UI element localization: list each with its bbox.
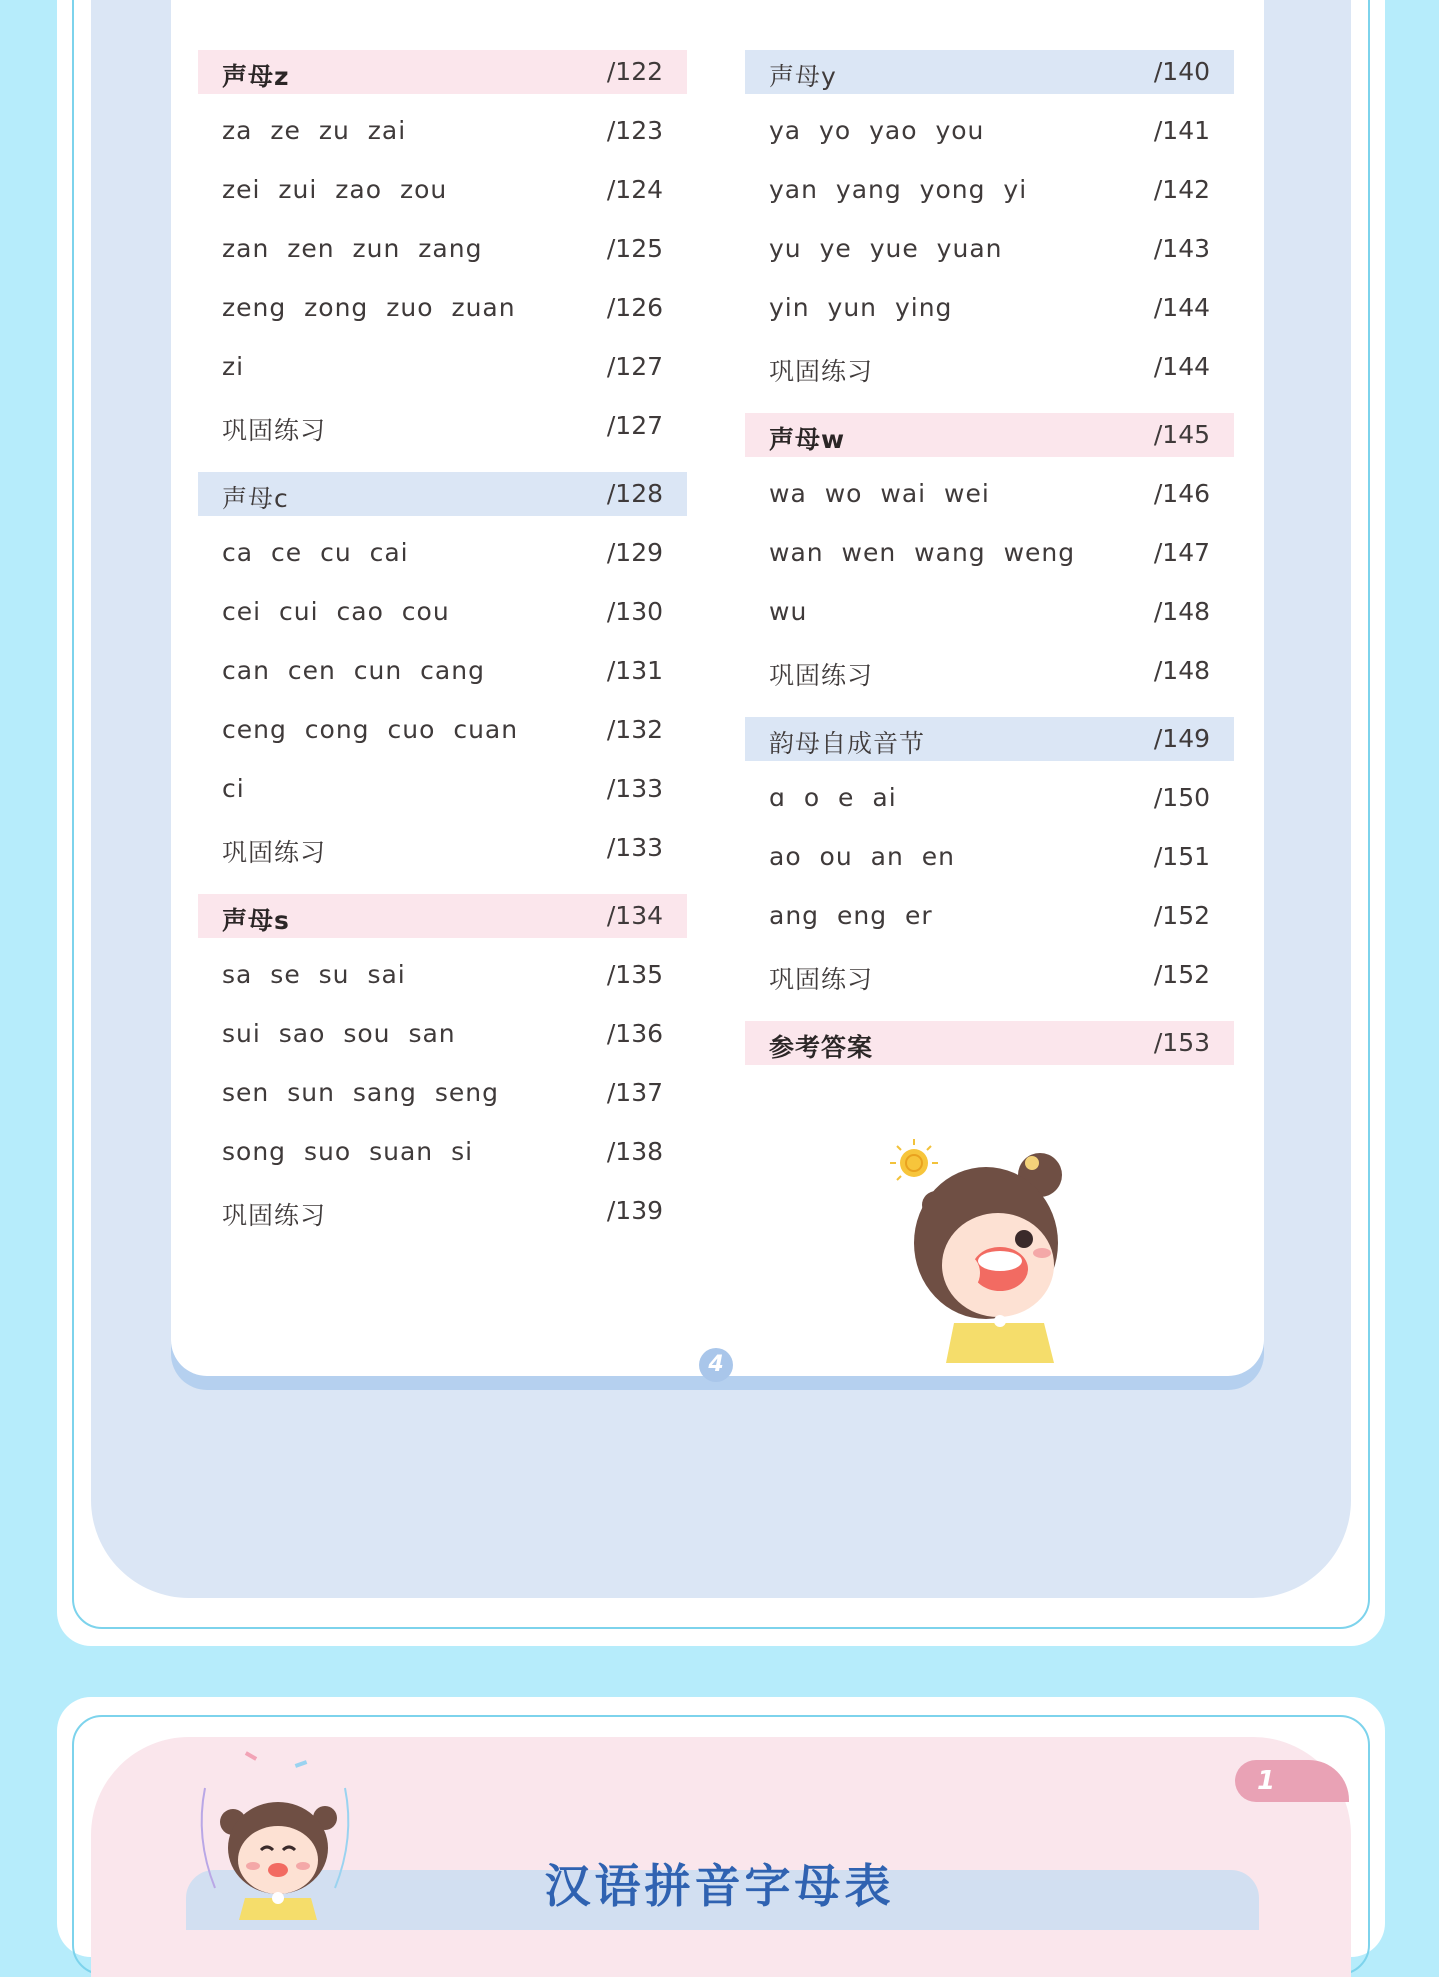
toc-entry-title: ci bbox=[222, 774, 245, 803]
toc-entry-title: 巩固练习 bbox=[222, 838, 327, 867]
girl-illustration-icon bbox=[874, 1133, 1094, 1363]
page-title: 汉语拼音字母表 bbox=[544, 1859, 895, 1913]
toc-entry bbox=[745, 649, 1234, 693]
toc-entry bbox=[745, 168, 1234, 212]
toc-entry-page: /144 bbox=[1153, 352, 1210, 381]
toc-entry-page: /142 bbox=[1153, 175, 1210, 204]
toc-entry bbox=[745, 835, 1234, 879]
page-badge: 1 bbox=[1235, 1760, 1349, 1802]
toc-entry-title: sen sun sang seng bbox=[222, 1078, 499, 1107]
toc-entry bbox=[745, 590, 1234, 634]
toc-entry bbox=[198, 1012, 687, 1056]
toc-entry-title: wu bbox=[769, 597, 808, 626]
toc-entry-title: ang eng er bbox=[769, 901, 933, 930]
toc-entry-title: 声母z bbox=[222, 62, 290, 91]
toc-entry-title: yu ye yue yuan bbox=[769, 234, 1003, 263]
toc-entry-title: 巩固练习 bbox=[769, 661, 874, 690]
toc-entry-page: /132 bbox=[606, 715, 663, 744]
toc-entry-title: zei zui zao zou bbox=[222, 175, 448, 204]
toc-entry-title: 巩固练习 bbox=[769, 965, 874, 994]
toc-entry-page: /152 bbox=[1153, 960, 1210, 989]
toc-entry-title: 声母w bbox=[769, 425, 846, 454]
toc-left-column bbox=[198, 50, 687, 1248]
toc-entry-page: /125 bbox=[606, 234, 663, 263]
toc-entry-page: /143 bbox=[1153, 234, 1210, 263]
toc-entry-title: 声母s bbox=[222, 906, 290, 935]
toc-entry-page: /141 bbox=[1153, 116, 1210, 145]
toc-entry bbox=[198, 531, 687, 575]
toc-entry-page: /153 bbox=[1153, 1028, 1210, 1057]
toc-entry-page: /134 bbox=[606, 901, 663, 930]
toc-entry-page: /145 bbox=[1153, 420, 1210, 449]
toc-entry-page: /152 bbox=[1153, 901, 1210, 930]
toc-entry-title: yin yun ying bbox=[769, 293, 953, 322]
toc-entry-page: /140 bbox=[1153, 57, 1210, 86]
toc-entry bbox=[198, 953, 687, 997]
toc-entry bbox=[198, 345, 687, 389]
toc-entry-title: 韵母自成音节 bbox=[769, 729, 926, 758]
toc-entry bbox=[198, 286, 687, 330]
toc-entry bbox=[198, 826, 687, 870]
toc-entry-page: /148 bbox=[1153, 656, 1210, 685]
toc-entry-title: ao ou an en bbox=[769, 842, 955, 871]
toc-entry-page: /146 bbox=[1153, 479, 1210, 508]
toc-entry-title: cei cui cao cou bbox=[222, 597, 450, 626]
toc-entry-title: sa se su sai bbox=[222, 960, 406, 989]
toc-entry-title: wan wen wang weng bbox=[769, 538, 1076, 567]
toc-entry bbox=[198, 1189, 687, 1233]
toc-entry-page: /126 bbox=[606, 293, 663, 322]
toc-entry-title: zi bbox=[222, 352, 245, 381]
toc-entry-title: 巩固练习 bbox=[222, 1201, 327, 1230]
sun-icon bbox=[890, 1139, 938, 1180]
toc-entry-page: /127 bbox=[606, 352, 663, 381]
toc-entry-page: /148 bbox=[1153, 597, 1210, 626]
toc-entry-title: zeng zong zuo zuan bbox=[222, 293, 516, 322]
toc-entry-title: yan yang yong yi bbox=[769, 175, 1028, 204]
toc-entry-page: /138 bbox=[606, 1137, 663, 1166]
toc-entry-page: /133 bbox=[606, 833, 663, 862]
toc-entry-page: /150 bbox=[1153, 783, 1210, 812]
toc-entry bbox=[745, 227, 1234, 271]
toc-entry-page: /144 bbox=[1153, 293, 1210, 322]
toc-entry-page: /130 bbox=[606, 597, 663, 626]
toc-entry bbox=[198, 708, 687, 752]
toc-entry bbox=[745, 286, 1234, 330]
toc-entry-page: /133 bbox=[606, 774, 663, 803]
toc-entry-title: 巩固练习 bbox=[769, 357, 874, 386]
toc-entry bbox=[198, 227, 687, 271]
toc-entry-page: /128 bbox=[606, 479, 663, 508]
toc-entry bbox=[745, 531, 1234, 575]
toc-entry bbox=[745, 953, 1234, 997]
toc-entry-title: ya yo yao you bbox=[769, 116, 985, 145]
toc-entry-page: /122 bbox=[606, 57, 663, 86]
toc-entry-page: /124 bbox=[606, 175, 663, 204]
toc-entry-page: /127 bbox=[606, 411, 663, 440]
toc-entry bbox=[745, 345, 1234, 389]
toc-section-header bbox=[745, 50, 1234, 94]
toc-entry-page: /123 bbox=[606, 116, 663, 145]
toc-entry-title: wa wo wai wei bbox=[769, 479, 990, 508]
toc-right-column bbox=[745, 50, 1234, 1080]
toc-entry bbox=[198, 649, 687, 693]
toc-entry-title: za ze zu zai bbox=[222, 116, 407, 145]
toc-entry bbox=[198, 1130, 687, 1174]
toc-entry-title: 声母y bbox=[769, 62, 837, 91]
toc-entry bbox=[198, 1071, 687, 1115]
toc-entry-page: /139 bbox=[606, 1196, 663, 1225]
toc-entry bbox=[198, 168, 687, 212]
toc-entry bbox=[198, 109, 687, 153]
toc-entry-title: sui sao sou san bbox=[222, 1019, 456, 1048]
toc-entry-title: 声母c bbox=[222, 484, 289, 513]
toc-entry-title: song suo suan si bbox=[222, 1137, 474, 1166]
toc-entry bbox=[198, 404, 687, 448]
toc-entry-title: can cen cun cang bbox=[222, 656, 485, 685]
toc-section-header bbox=[198, 472, 687, 516]
toc-entry bbox=[198, 590, 687, 634]
toc-entry-page: /129 bbox=[606, 538, 663, 567]
toc-entry bbox=[745, 472, 1234, 516]
toc-section-header bbox=[745, 717, 1234, 761]
toc-entry-title: ceng cong cuo cuan bbox=[222, 715, 519, 744]
toc-entry bbox=[745, 109, 1234, 153]
toc-entry bbox=[198, 767, 687, 811]
toc-entry-title: ca ce cu cai bbox=[222, 538, 409, 567]
toc-entry-title: ɑ o e ai bbox=[769, 783, 897, 812]
toc-entry-page: /147 bbox=[1153, 538, 1210, 567]
page-number-badge: 4 bbox=[699, 1348, 733, 1382]
toc-entry-page: /151 bbox=[1153, 842, 1210, 871]
toc-entry-page: /149 bbox=[1153, 724, 1210, 753]
toc-entry-page: /131 bbox=[606, 656, 663, 685]
toc-section-header bbox=[745, 1021, 1234, 1065]
toc-entry-title: 巩固练习 bbox=[222, 416, 327, 445]
toc-entry-page: /136 bbox=[606, 1019, 663, 1048]
toc-section-header bbox=[198, 50, 687, 94]
toc-entry-title: 参考答案 bbox=[769, 1033, 874, 1062]
toc-entry bbox=[745, 894, 1234, 938]
toc-section-header bbox=[745, 413, 1234, 457]
toc-entry-page: /137 bbox=[606, 1078, 663, 1107]
toc-entry-page: /135 bbox=[606, 960, 663, 989]
toc-entry-title: zan zen zun zang bbox=[222, 234, 483, 263]
toc-section-header bbox=[198, 894, 687, 938]
toc-entry bbox=[745, 776, 1234, 820]
